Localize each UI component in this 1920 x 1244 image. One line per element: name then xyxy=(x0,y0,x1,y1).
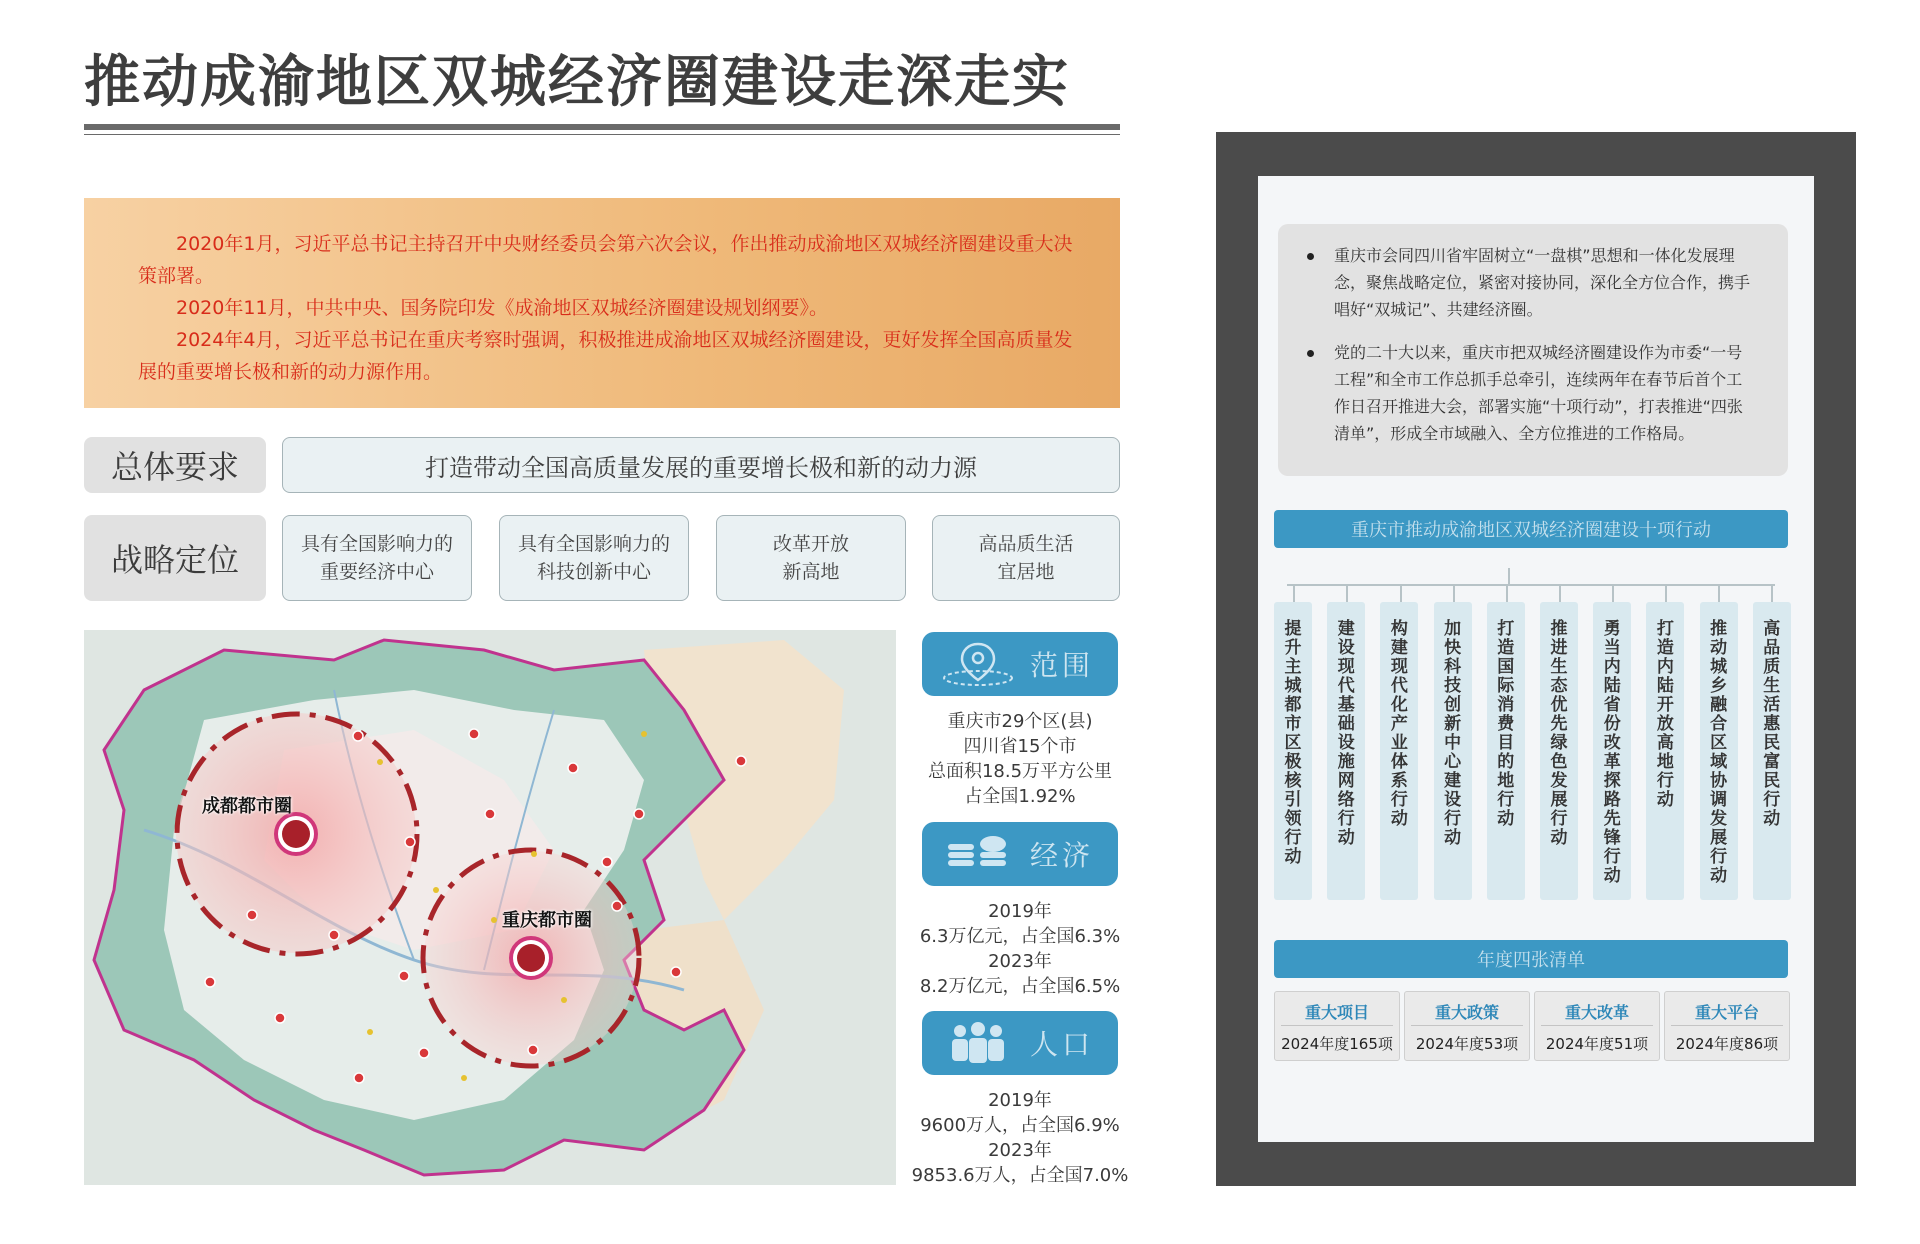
action-char: 行 xyxy=(1603,847,1621,867)
action-char: 行 xyxy=(1710,847,1728,867)
action-char: 开 xyxy=(1656,695,1674,715)
action-char: 放 xyxy=(1656,714,1674,734)
action-char: 推 xyxy=(1710,619,1728,639)
action-char: 业 xyxy=(1390,733,1408,753)
action-char: 现 xyxy=(1337,657,1355,677)
action-char: 动 xyxy=(1284,847,1302,867)
action-char: 造 xyxy=(1497,638,1515,658)
scope-header xyxy=(922,632,1118,696)
action-char: 建 xyxy=(1337,619,1355,639)
positioning-line1: 具有全国影响力的 xyxy=(300,533,453,555)
tree-connector xyxy=(1559,584,1561,604)
action-char: 地 xyxy=(1497,771,1515,791)
scope-text xyxy=(900,709,1140,809)
summary-box xyxy=(1278,224,1788,476)
action-char: 打 xyxy=(1656,619,1674,639)
list-card-value: 2024年度165项 xyxy=(1281,1035,1393,1053)
positioning-line1: 改革开放 xyxy=(772,533,849,555)
title-divider xyxy=(84,124,1120,130)
action-char: 费 xyxy=(1497,714,1515,734)
action-char: 新 xyxy=(1444,714,1462,734)
action-char: 动 xyxy=(1603,866,1621,886)
tree-connector xyxy=(1400,584,1402,604)
action-char: 基 xyxy=(1337,695,1355,715)
action-char: 加 xyxy=(1444,619,1462,639)
action-char: 协 xyxy=(1710,771,1728,791)
population-line: 9600万人，占全国6.9% xyxy=(920,1115,1120,1136)
action-char: 行 xyxy=(1656,771,1674,791)
action-char: 展 xyxy=(1550,790,1568,810)
tree-connector xyxy=(1508,568,1510,585)
list-card xyxy=(1404,991,1530,1061)
economy-title: 经济 xyxy=(1029,839,1094,872)
list-card xyxy=(1664,991,1790,1061)
action-char: 动 xyxy=(1710,638,1728,658)
action-char: 创 xyxy=(1444,695,1462,715)
summary-bullet: 重庆市会同四川省牢固树立“一盘棋”思想和一体化发展理念，聚焦战略定位，紧密对接协同，深化全方位合作，携手唱好“双城记”、共建经济圈。 xyxy=(1334,242,1758,323)
action-char: 当 xyxy=(1603,638,1621,658)
list-card-value: 2024年度51项 xyxy=(1545,1035,1649,1053)
action-char: 内 xyxy=(1656,657,1674,677)
positioning-line1: 高品质生活 xyxy=(978,533,1074,555)
action-char: 体 xyxy=(1390,752,1408,772)
action-char: 民 xyxy=(1763,733,1781,753)
economy-text xyxy=(900,899,1140,999)
action-char: 现 xyxy=(1390,657,1408,677)
action-char: 代 xyxy=(1337,676,1355,696)
list-card-value: 2024年度86项 xyxy=(1675,1035,1779,1053)
economy-line: 2023年 xyxy=(988,951,1052,972)
list-card-title: 重大平台 xyxy=(1694,1003,1759,1022)
action-char: 技 xyxy=(1444,676,1462,696)
action-char: 域 xyxy=(1710,752,1728,772)
action-char: 行 xyxy=(1390,790,1408,810)
list-card xyxy=(1274,991,1400,1061)
tree-connector xyxy=(1612,584,1614,604)
intro-paragraph: 2020年11月，中共中央、国务院印发《成渝地区双城经济圈建设规划纲要》。 xyxy=(176,297,829,319)
action-char: 绿 xyxy=(1550,733,1568,753)
population-header xyxy=(922,1011,1118,1075)
action-char: 发 xyxy=(1710,809,1728,829)
actions-title: 重庆市推动成渝地区双城经济圈建设十项行动 xyxy=(1351,520,1711,541)
population-title: 人口 xyxy=(1029,1028,1094,1061)
action-char: 省 xyxy=(1603,695,1621,715)
action-char: 质 xyxy=(1763,657,1781,677)
action-item xyxy=(1753,602,1791,900)
action-char: 态 xyxy=(1550,676,1568,696)
action-char: 高 xyxy=(1763,619,1781,639)
action-char: 地 xyxy=(1656,752,1674,772)
positioning-card xyxy=(716,515,906,601)
action-char: 升 xyxy=(1284,638,1302,658)
action-item xyxy=(1593,602,1631,900)
population-text xyxy=(900,1088,1140,1188)
action-char: 份 xyxy=(1603,714,1621,734)
action-item xyxy=(1434,602,1472,900)
population-line: 2023年 xyxy=(988,1140,1052,1161)
tree-connector xyxy=(1293,584,1295,604)
positioning-line1: 具有全国影响力的 xyxy=(517,533,670,555)
scope-line: 重庆市29个区(县) xyxy=(947,711,1093,732)
region-map-graphic xyxy=(84,630,896,1185)
action-char: 展 xyxy=(1710,828,1728,848)
action-char: 区 xyxy=(1284,733,1302,753)
action-item xyxy=(1487,602,1525,900)
action-char: 内 xyxy=(1603,657,1621,677)
positioning-label: 战略定位 xyxy=(84,515,266,601)
tree-connector xyxy=(1346,584,1348,604)
action-char: 造 xyxy=(1656,638,1674,658)
action-char: 惠 xyxy=(1763,714,1781,734)
title-divider-thin xyxy=(84,134,1120,135)
action-char: 引 xyxy=(1284,790,1302,810)
action-char: 合 xyxy=(1710,714,1728,734)
action-char: 科 xyxy=(1444,657,1462,677)
list-card-divider xyxy=(1541,1025,1653,1026)
action-char: 动 xyxy=(1763,809,1781,829)
list-card-divider xyxy=(1411,1025,1523,1026)
action-char: 推 xyxy=(1550,619,1568,639)
list-card-title: 重大项目 xyxy=(1304,1003,1369,1022)
action-char: 核 xyxy=(1284,771,1302,791)
positioning-card xyxy=(282,515,472,601)
positioning-line2: 科技创新中心 xyxy=(536,561,651,583)
tree-connector xyxy=(1287,584,1775,586)
action-char: 探 xyxy=(1603,771,1621,791)
action-char: 市 xyxy=(1284,714,1302,734)
scope-line: 占全国1.92% xyxy=(964,786,1076,807)
action-char: 动 xyxy=(1497,809,1515,829)
action-char: 动 xyxy=(1444,828,1462,848)
action-char: 区 xyxy=(1710,733,1728,753)
action-char: 陆 xyxy=(1656,676,1674,696)
action-char: 路 xyxy=(1603,790,1621,810)
list-card-title: 重大政策 xyxy=(1434,1003,1499,1022)
action-char: 设 xyxy=(1444,790,1462,810)
requirement-label: 总体要求 xyxy=(84,437,266,493)
positioning-line2: 新高地 xyxy=(782,561,840,583)
action-char: 心 xyxy=(1444,752,1462,772)
tree-connector xyxy=(1506,584,1508,604)
action-char: 品 xyxy=(1763,638,1781,658)
economy-line: 6.3万亿元，占全国6.3% xyxy=(919,926,1121,947)
list-card-divider xyxy=(1281,1025,1393,1026)
action-char: 色 xyxy=(1550,752,1568,772)
action-char: 锋 xyxy=(1603,828,1621,848)
action-char: 领 xyxy=(1284,809,1302,829)
action-char: 行 xyxy=(1337,809,1355,829)
scope-title: 范围 xyxy=(1029,649,1094,682)
action-char: 生 xyxy=(1550,657,1568,677)
action-char: 际 xyxy=(1497,676,1515,696)
tree-connector xyxy=(1771,584,1773,604)
action-item xyxy=(1327,602,1365,900)
action-char: 动 xyxy=(1390,809,1408,829)
scope-line: 总面积18.5万平方公里 xyxy=(927,761,1113,782)
intro-paragraph: 2020年1月，习近平总书记主持召开中央财经委员会第六次会议，作出推动成渝地区双城经济圈建设重大决策部署。 xyxy=(138,233,1073,287)
action-char: 建 xyxy=(1444,771,1462,791)
action-char: 构 xyxy=(1390,619,1408,639)
economy-line: 8.2万亿元，占全国6.5% xyxy=(919,976,1121,997)
tree-connector xyxy=(1718,584,1720,604)
action-char: 国 xyxy=(1497,657,1515,677)
chongqing-metro-label: 重庆都市圈 xyxy=(502,910,592,931)
positioning-line2: 重要经济中心 xyxy=(319,561,434,583)
action-char: 建 xyxy=(1390,638,1408,658)
action-item xyxy=(1646,602,1684,900)
action-char: 施 xyxy=(1337,752,1355,772)
action-char: 富 xyxy=(1763,752,1781,772)
action-char: 改 xyxy=(1603,733,1621,753)
population-line: 9853.6万人，占全国7.0% xyxy=(911,1165,1129,1186)
action-char: 陆 xyxy=(1603,676,1621,696)
action-item xyxy=(1380,602,1418,900)
action-char: 中 xyxy=(1444,733,1462,753)
action-char: 主 xyxy=(1284,657,1302,677)
action-char: 消 xyxy=(1497,695,1515,715)
action-char: 础 xyxy=(1337,714,1355,734)
action-char: 行 xyxy=(1550,809,1568,829)
people-icon xyxy=(940,1019,1016,1067)
action-char: 目 xyxy=(1497,733,1515,753)
action-char: 先 xyxy=(1603,809,1621,829)
action-char: 发 xyxy=(1550,771,1568,791)
action-char: 动 xyxy=(1337,828,1355,848)
action-char: 进 xyxy=(1550,638,1568,658)
action-char: 活 xyxy=(1763,695,1781,715)
action-char: 先 xyxy=(1550,714,1568,734)
action-char: 行 xyxy=(1497,790,1515,810)
action-char: 快 xyxy=(1444,638,1462,658)
action-char: 动 xyxy=(1656,790,1674,810)
lists-title-bar xyxy=(1274,940,1788,978)
action-char: 设 xyxy=(1337,638,1355,658)
list-card-divider xyxy=(1671,1025,1783,1026)
action-item xyxy=(1274,602,1312,900)
action-char: 革 xyxy=(1603,752,1621,772)
economy-line: 2019年 xyxy=(988,901,1052,922)
action-char: 优 xyxy=(1550,695,1568,715)
action-char: 提 xyxy=(1284,619,1302,639)
scope-line: 四川省15个市 xyxy=(963,736,1077,757)
requirement-value: 打造带动全国高质量发展的重要增长极和新的动力源 xyxy=(282,437,1120,493)
positioning-card xyxy=(932,515,1120,601)
action-item xyxy=(1700,602,1738,900)
action-char: 代 xyxy=(1390,676,1408,696)
action-char: 行 xyxy=(1444,809,1462,829)
action-char: 城 xyxy=(1710,657,1728,677)
action-char: 网 xyxy=(1337,771,1355,791)
intro-paragraph: 2024年4月，习近平总书记在重庆考察时强调，积极推进成渝地区双城经济圈建设，更好发挥全国高质量发展的重要增长极和新的动力源作用。 xyxy=(138,329,1073,383)
economy-header xyxy=(922,822,1118,886)
tree-connector xyxy=(1665,584,1667,604)
chengdu-metro-label: 成都都市圈 xyxy=(202,796,292,817)
action-char: 乡 xyxy=(1710,676,1728,696)
action-char: 生 xyxy=(1763,676,1781,696)
action-char: 调 xyxy=(1710,790,1728,810)
location-pin-icon xyxy=(940,640,1016,688)
positioning-card xyxy=(499,515,689,601)
action-char: 系 xyxy=(1390,771,1408,791)
action-char: 动 xyxy=(1710,866,1728,886)
lists-title: 年度四张清单 xyxy=(1477,950,1585,971)
positioning-line2: 宜居地 xyxy=(997,561,1055,583)
action-char: 高 xyxy=(1656,733,1674,753)
action-char: 化 xyxy=(1390,695,1408,715)
tree-connector xyxy=(1453,584,1455,604)
coins-icon xyxy=(940,830,1016,878)
action-char: 都 xyxy=(1284,695,1302,715)
action-char: 城 xyxy=(1284,676,1302,696)
list-card-value: 2024年度53项 xyxy=(1415,1035,1519,1053)
action-char: 产 xyxy=(1390,714,1408,734)
region-map xyxy=(84,630,896,1185)
action-char: 勇 xyxy=(1603,619,1621,639)
action-char: 融 xyxy=(1710,695,1728,715)
action-char: 民 xyxy=(1763,771,1781,791)
list-card xyxy=(1534,991,1660,1061)
summary-bullet: 党的二十大以来，重庆市把双城经济圈建设作为市委“一号工程”和全市工作总抓手总牵引，连续两年在春节后首个工作日召开推进大会，部署实施“十项行动”，打表推进“四张清单”，形成全市域融入、全方位推进的工作格局。 xyxy=(1334,339,1758,447)
action-item xyxy=(1540,602,1578,900)
intro-box xyxy=(84,198,1120,408)
action-char: 行 xyxy=(1763,790,1781,810)
action-char: 的 xyxy=(1497,752,1515,772)
action-char: 打 xyxy=(1497,619,1515,639)
population-line: 2019年 xyxy=(988,1090,1052,1111)
page-title: 推动成渝地区双城经济圈建设走深走实 xyxy=(84,50,1070,115)
action-char: 动 xyxy=(1550,828,1568,848)
list-card-title: 重大改革 xyxy=(1564,1003,1629,1022)
action-char: 络 xyxy=(1337,790,1355,810)
action-char: 极 xyxy=(1284,752,1302,772)
action-char: 行 xyxy=(1284,828,1302,848)
actions-title-bar xyxy=(1274,510,1788,548)
action-char: 设 xyxy=(1337,733,1355,753)
